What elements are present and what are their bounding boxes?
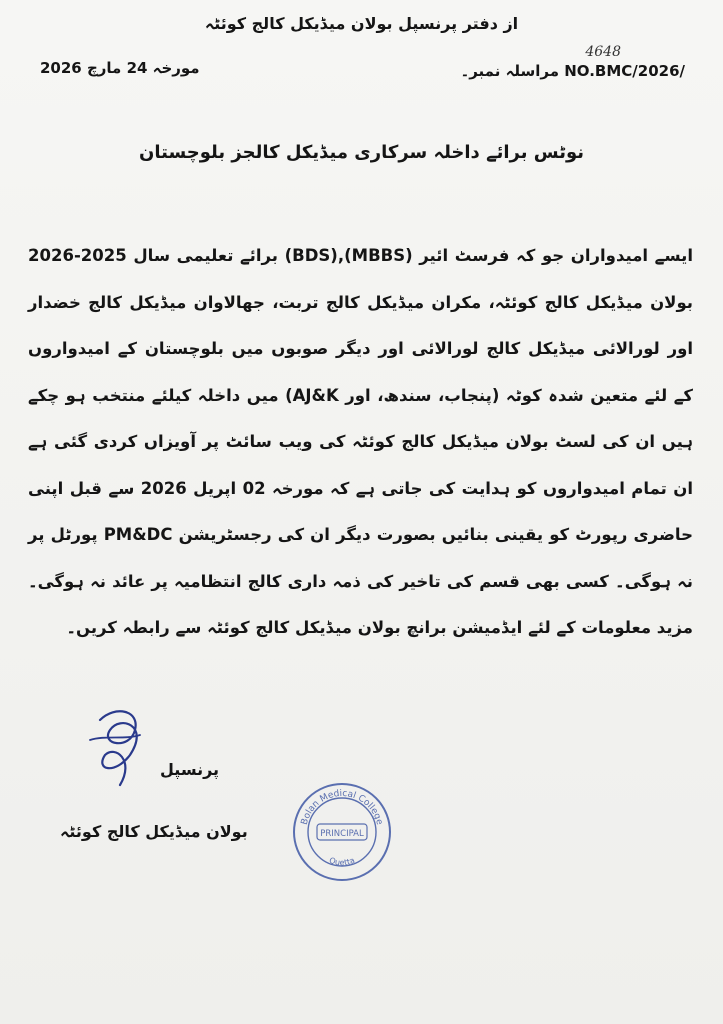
notice-title: نوٹس برائے داخلہ سرکاری میڈیکل کالجز بلوچستان	[138, 142, 585, 163]
stamp-bottom-text: Quetta	[327, 855, 357, 868]
notice-paragraph: ایسے امیدواران جو کہ فرسٹ ائیر (MBBS),(BDS) برائے تعلیمی سال 2025-2026 بولان میڈیکل کالج کوئٹہ، مکران میڈیکل کالج تربت، جھالاوان میڈیکل کالج خضدار اور لورالائی میڈیکل کالج لورالائی اور دیگر صوبوں میں بلوچستان کے امیدواروں کے لئے متعین شدہ کوٹہ (پنجاب، سندھ، اور AJ&K) میں داخلہ کیلئے منتخب ہو چکے ہیں ان کی لسٹ بولان میڈیکل کالج کوئٹہ کی ویب سائٹ پر آویزاں کردی گئی ہے ان تمام امیدواروں کو ہدایت کی جاتی ہے کہ مورخہ 02 اپریل 2026 سے قبل اپنی حاضری رپورٹ کو یقینی بنائیں بصورت دیگر ان کی رجسٹریشن PM&DC پورٹل پر نہ ہوگی۔ کسی بھی قسم کی تاخیر کی ذمہ داری کالج انتظامیہ پر عائد نہ ہوگی۔ مزید معلومات کے لئے ایڈمیشن برانچ بولان میڈیکل کالج کوئٹہ سے رابطہ کریں۔	[28, 246, 693, 637]
reference-line	[415, 62, 685, 80]
office-header: از دفتر پرنسپل بولان میڈیکل کالج کوئٹہ	[204, 14, 519, 33]
reference-label: مراسلہ نمبر۔	[460, 62, 560, 80]
date-value: 24 مارچ 2026	[40, 59, 148, 77]
signatory-title: پرنسپل	[160, 760, 220, 779]
signature	[80, 700, 160, 800]
stamp-outer-text: Bolan Medical College	[299, 788, 385, 827]
signatory-college: بولان میڈیکل کالج کوئٹہ	[60, 822, 248, 841]
stamp-center-text: PRINCIPAL	[320, 829, 364, 839]
date-line	[40, 59, 300, 77]
reference-number: NO.BMC/2026/	[564, 62, 685, 80]
notice-body	[28, 233, 693, 652]
handwritten-reference-number: 4648	[585, 44, 621, 60]
date-label: مورخہ	[152, 59, 200, 77]
college-stamp	[290, 780, 394, 884]
